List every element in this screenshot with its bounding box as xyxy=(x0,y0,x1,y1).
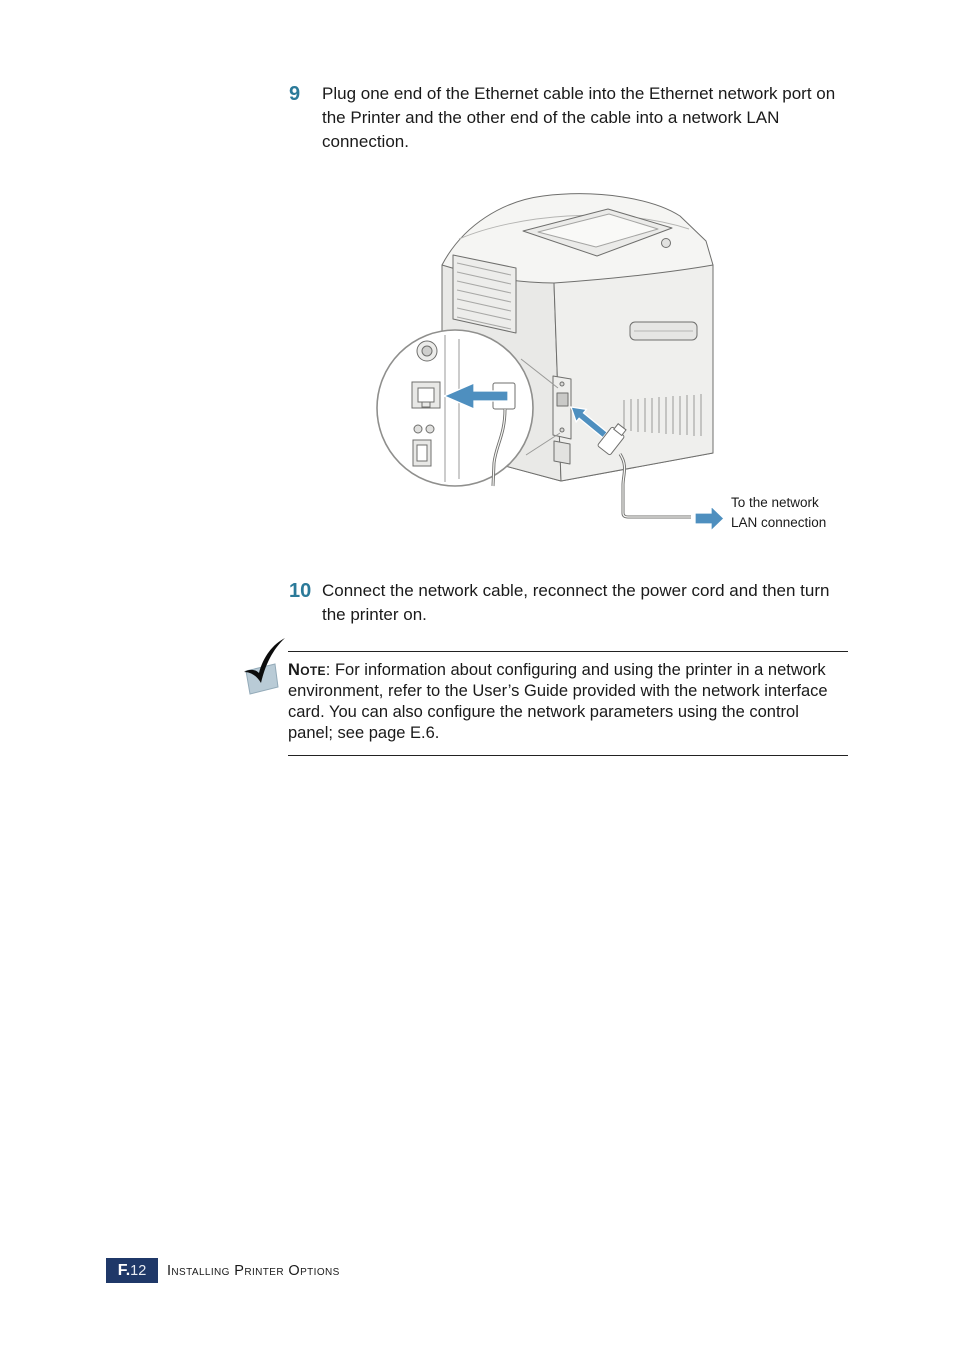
note-checkmark-icon xyxy=(237,637,287,695)
note-body-text: : For information about configuring and using the printer in a network environment, refer to the User’s Guide provided with the network interface card. You can also configure the network parameters using the control panel; see page E.6. xyxy=(288,661,828,742)
lan-callout-line2: LAN connection xyxy=(731,515,827,530)
note-section xyxy=(237,651,848,756)
page-number-badge xyxy=(106,1258,158,1283)
page-footer xyxy=(106,1258,340,1283)
step-9-number: 9 xyxy=(289,83,301,105)
page-number-prefix: F. xyxy=(117,1262,131,1279)
lan-callout-line1: To the network xyxy=(731,495,819,510)
lan-arrow xyxy=(695,506,724,531)
step-9-text: Plug one end of the Ethernet cable into the Ethernet network port on the Printer and the other end of the cable into a network LAN connection. xyxy=(322,84,836,151)
printer-illustration xyxy=(375,183,845,535)
note-text xyxy=(288,651,848,756)
page-number: 12 xyxy=(130,1263,147,1279)
note-label: Note xyxy=(288,661,326,679)
lan-callout-label xyxy=(731,493,826,533)
footer-title: Installing Printer Options xyxy=(167,1262,340,1279)
step-10-text: Connect the network cable, reconnect the power cord and then turn the printer on. xyxy=(322,581,830,624)
step-10 xyxy=(289,579,845,627)
step-9 xyxy=(289,82,845,154)
step-10-number: 10 xyxy=(289,580,312,602)
vent-louvers xyxy=(453,255,516,333)
printer-side-face xyxy=(554,265,713,481)
illustration-container xyxy=(375,183,845,535)
